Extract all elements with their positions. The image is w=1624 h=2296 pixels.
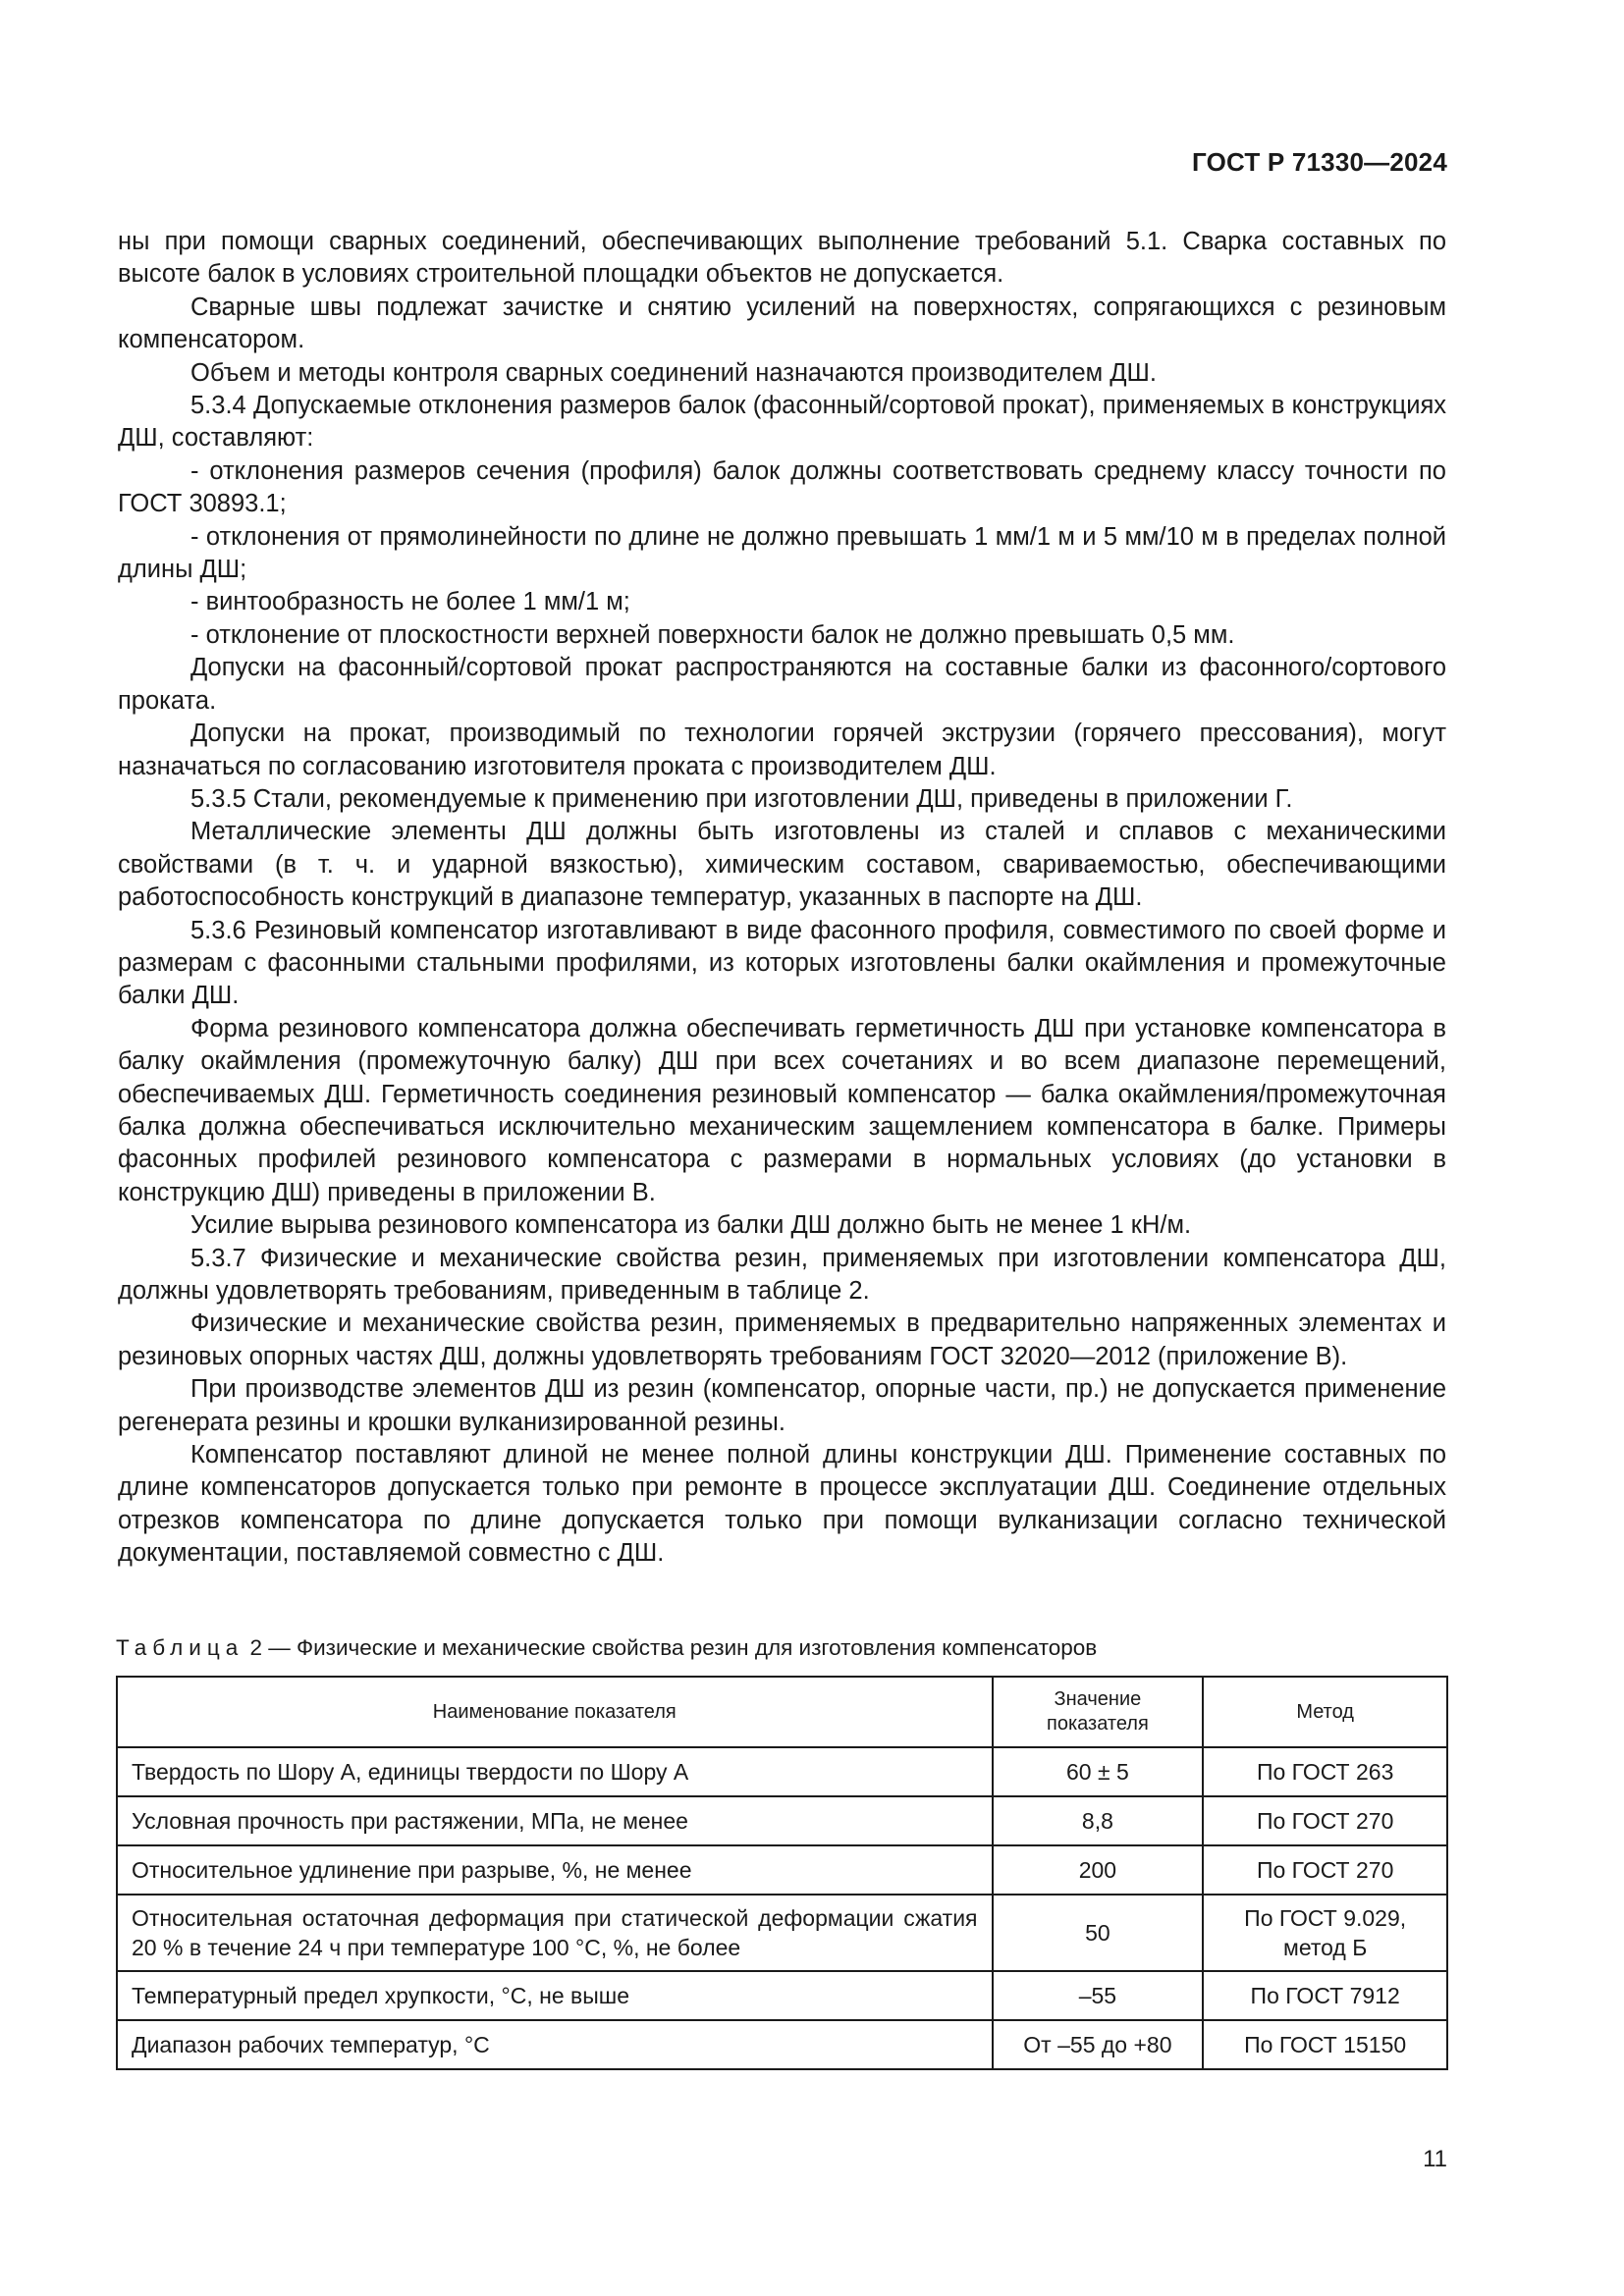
list-item: - отклонение от плоскостности верхней поверхности балок не должно превышать 0,5 мм. <box>190 620 1235 649</box>
paragraph: Объем и методы контроля сварных соединений назначаются производителем ДШ. <box>190 358 1157 387</box>
table-cell: По ГОСТ 7912 <box>1203 1971 1447 2020</box>
table-cell: По ГОСТ 9.029, метод Б <box>1203 1895 1447 1971</box>
paragraph: 5.3.4 Допускаемые отклонения размеров балок (фасонный/сортовой прокат), применяемых в конструкциях ДШ, составляют: <box>118 392 1446 453</box>
list-item: - винтообразность не более 1 мм/1 м; <box>190 588 630 616</box>
paragraph: Допуски на прокат, производимый по технологии горячей экструзии (горячего прессования), могут назначаться по согласованию изготовителя проката с производителем ДШ. <box>118 720 1446 780</box>
table-caption-text: 2 — Физические и механические свойства резин для изготовления компенсаторов <box>244 1635 1098 1660</box>
table-cell: Твердость по Шору А, единицы твердости по Шору А <box>117 1747 993 1796</box>
paragraph: 5.3.6 Резиновый компенсатор изготавливают в виде фасонного профиля, совместимого по своей форме и размерам с фасонными стальными профилями, из которых изготовлены балки окаймления и промежуточные балки ДШ. <box>118 916 1446 1010</box>
table-row <box>117 1747 1447 1796</box>
table-cell: По ГОСТ 15150 <box>1203 2020 1447 2069</box>
table-cell: От –55 до +80 <box>993 2020 1204 2069</box>
document-code: ГОСТ Р 71330—2024 <box>1192 147 1447 177</box>
body-text <box>118 226 1446 1571</box>
list-item: - отклонения размеров сечения (профиля) балок должны соответствовать среднему классу точности по ГОСТ 30893.1; <box>118 456 1446 518</box>
header-cell: Метод <box>1203 1677 1447 1747</box>
table-cell: Условная прочность при растяжении, МПа, не менее <box>117 1796 993 1845</box>
table-row <box>117 2020 1447 2069</box>
table-caption <box>116 1634 1451 1662</box>
paragraph: Усилие вырыва резинового компенсатора из балки ДШ должно быть не менее 1 кН/м. <box>190 1211 1192 1240</box>
table-cell: 50 <box>993 1895 1204 1971</box>
table-cell: 200 <box>993 1845 1204 1895</box>
table-row <box>117 1971 1447 2020</box>
page-number: 11 <box>1423 2146 1447 2172</box>
paragraph: Форма резинового компенсатора должна обеспечивать герметичность ДШ при установке компенсатора в балку окаймления (промежуточную балку) ДШ при всех сочетаниях и во всем диапазоне перемещений, обеспечиваемых ДШ. Герметичность соединения резиновый компенсатор — балка окаймления/промежуточная балка должна обеспечиваться исключительно механическим защемлением компенсатора в балке. Примеры фасонных профилей резинового компенсатора с размерами в нормальных условиях (до установки в конструкцию ДШ) приведены в приложении В. <box>118 1014 1446 1206</box>
paragraph: Сварные швы подлежат зачистке и снятию усилений на поверхностях, сопрягающихся с резиновым компенсатором. <box>118 293 1446 354</box>
list-item: - отклонения от прямолинейности по длине не должно превышать 1 мм/1 м и 5 мм/10 м в пределах полной длины ДШ; <box>118 522 1446 584</box>
paragraph: Допуски на фасонный/сортовой прокат распространяются на составные балки из фасонного/сортового проката. <box>118 654 1446 715</box>
table-caption-label: Таблица <box>116 1635 244 1660</box>
paragraph: Компенсатор поставляют длиной не менее полной длины конструкции ДШ. Применение составных по длине компенсаторов допускается только при ремонте в процессе эксплуатации ДШ. Соединение отдельных отрезков компенсатора по длине допускается только при помощи вулканизации согласно технической документации, поставляемой совместно с ДШ. <box>118 1441 1446 1568</box>
paragraph: 5.3.5 Стали, рекомендуемые к применению при изготовлении ДШ, приведены в приложении Г. <box>190 784 1293 813</box>
table-cell: 60 ± 5 <box>993 1747 1204 1796</box>
table-cell: По ГОСТ 270 <box>1203 1796 1447 1845</box>
table-cell: Температурный предел хрупкости, °С, не выше <box>117 1971 993 2020</box>
paragraph: ны при помощи сварных соединений, обеспечивающих выполнение требований 5.1. Сварка составных по высоте балок в условиях строительной площадки объектов не допускается. <box>118 228 1446 289</box>
table-cell: По ГОСТ 263 <box>1203 1747 1447 1796</box>
table-row <box>117 1796 1447 1845</box>
properties-table <box>116 1676 1448 2070</box>
header-cell: Значение показателя <box>993 1677 1204 1747</box>
table-cell: –55 <box>993 1971 1204 2020</box>
table-row <box>117 1895 1447 1971</box>
table-cell: Относительное удлинение при разрыве, %, не менее <box>117 1845 993 1895</box>
paragraph: Металлические элементы ДШ должны быть изготовлены из сталей и сплавов с механическими свойствами (в т. ч. и ударной вязкостью), химическим составом, свариваемостью, обеспечивающими работоспособность конструкций в диапазоне температур, указанных в паспорте на ДШ. <box>118 818 1446 912</box>
table-cell: По ГОСТ 270 <box>1203 1845 1447 1895</box>
table-cell: 8,8 <box>993 1796 1204 1845</box>
table-cell: Диапазон рабочих температур, °С <box>117 2020 993 2069</box>
table-header-row <box>117 1677 1447 1747</box>
header-cell: Наименование показателя <box>117 1677 993 1747</box>
table-row <box>117 1845 1447 1895</box>
paragraph: Физические и механические свойства резин, применяемых в предварительно напряженных элементах и резиновых опорных частях ДШ, должны удовлетворять требованиям ГОСТ 32020—2012 (приложение В). <box>118 1309 1446 1370</box>
paragraph: При производстве элементов ДШ из резин (компенсатор, опорные части, пр.) не допускается применение регенерата резины и крошки вулканизированной резины. <box>118 1375 1446 1436</box>
paragraph: 5.3.7 Физические и механические свойства резин, применяемых при изготовлении компенсатора ДШ, должны удовлетворять требованиям, приведенным в таблице 2. <box>118 1244 1446 1305</box>
table-cell: Относительная остаточная деформация при статической деформации сжатия 20 % в течение 24 ч при температуре 100 °С, %, не более <box>117 1895 993 1971</box>
